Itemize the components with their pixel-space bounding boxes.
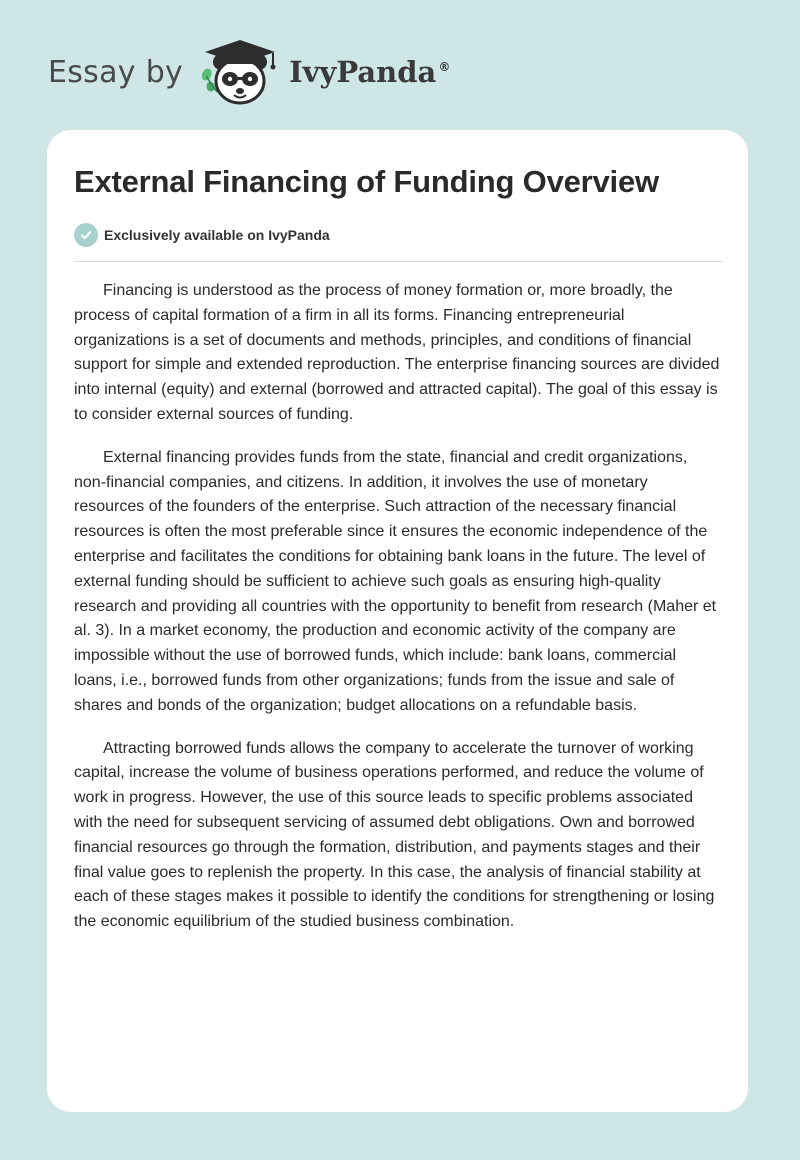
site-brand-header[interactable]: [48, 36, 450, 108]
paragraph-2: External financing provides funds from the state, financial and credit organizations, non-financial companies, and citizens. In addition, it involves the use of monetary resources of the founders of the enterprise. Such attraction of the necessary financial resources is often the most preferable since it ensures the economic independence of the enterprise and facilitates the conditions for obtaining bank loans in the future. The level of external funding should be sufficient to achieve such goals as ensuring high-quality research and providing all countries with the opportunity to benefit from research (Maher et al. 3). In a market economy, the production and economic activity of the company are impossible without the use of borrowed funds, which include: bank loans, commercial loans, i.e., borrowed funds from other organizations; funds from the issue and sale of shares and bonds of the organization; budget allocations on a refundable basis.: [74, 448, 717, 714]
title-divider: [74, 261, 722, 262]
essay-card: [47, 130, 748, 1112]
brand-prefix: Essay by: [48, 54, 184, 90]
essay-body: [74, 279, 722, 953]
exclusive-badge: [74, 223, 330, 247]
check-circle-icon: [74, 223, 98, 247]
brand-name-text: IvyPanda: [289, 55, 437, 89]
registered-mark: ®: [438, 60, 451, 75]
brand-name: [289, 55, 450, 89]
paragraph-3: Attracting borrowed funds allows the company to accelerate the turnover of working capital, increase the volume of business operations performed, and reduce the volume of work in progress. However, the use of this source leads to specific problems associated with the need for subsequent servicing of assumed debt obligations. Own and borrowed financial resources go through the formation, distribution, and payments stages and their final value goes to replenish the property. In this case, the analysis of financial stability at each of these stages makes it possible to identify the conditions for strengthening or losing the economic equilibrium of the studied business combination.: [74, 739, 715, 931]
panda-graduation-cap-icon: [197, 36, 283, 108]
badge-text: Exclusively available on IvyPanda: [104, 227, 330, 243]
paragraph-1: Financing is understood as the process of money formation or, more broadly, the process of capital formation of a firm in all its forms. Financing entrepreneurial organizations is a set of documents and methods, principles, and conditions of financial support for simple and extended reproduction. The enterprise financing sources are divided into internal (equity) and external (borrowed and attracted capital). The goal of this essay is to consider external sources of funding.: [74, 282, 720, 423]
page-title: External Financing of Funding Overview: [74, 164, 659, 199]
